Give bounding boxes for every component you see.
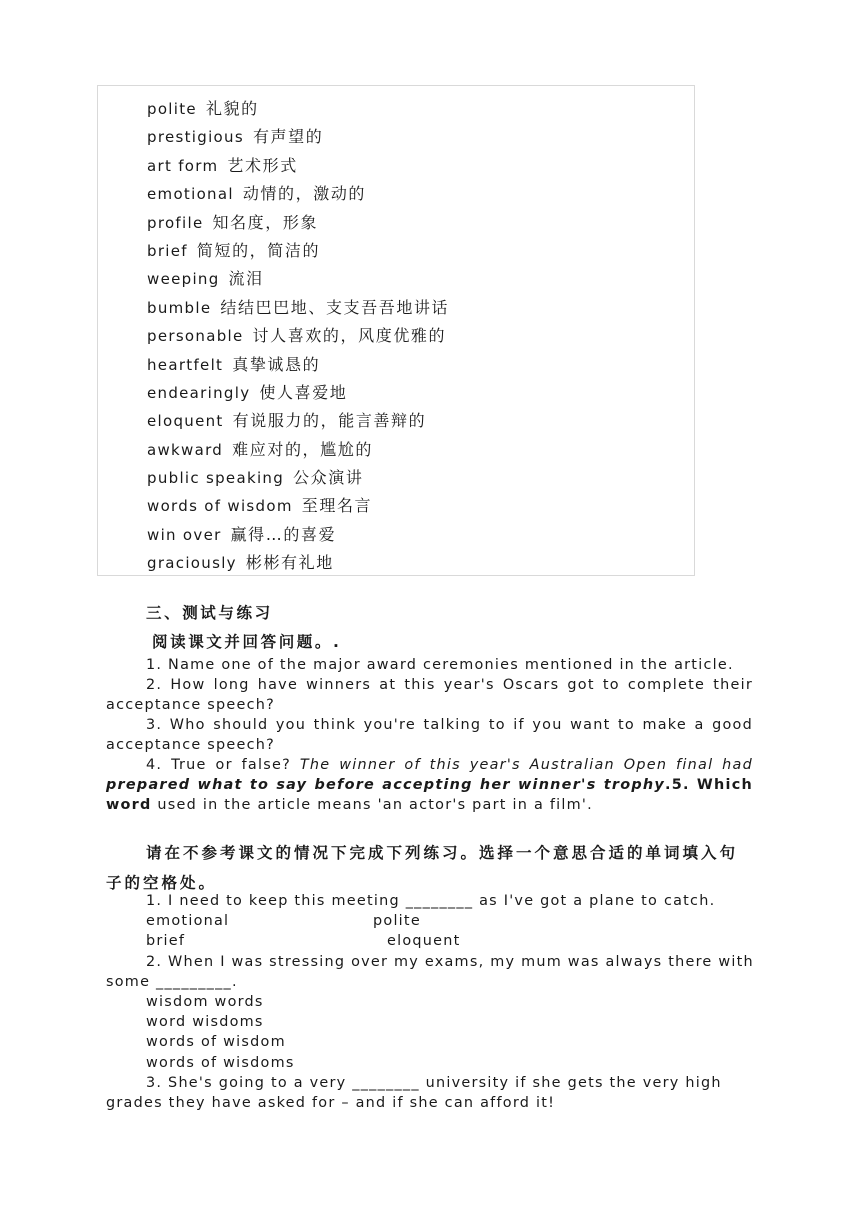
- vocab-item: [147, 521, 449, 549]
- vocab-item: [147, 379, 449, 407]
- vocab-item: [147, 407, 449, 435]
- exercise-1-option-d: eloquent: [387, 933, 461, 949]
- vocab-chinese: 公众演讲: [293, 468, 364, 488]
- vocab-item: [147, 464, 449, 492]
- vocab-item: [147, 180, 449, 208]
- vocab-item: [147, 294, 449, 322]
- question-5-bold: 5. Which word: [106, 777, 753, 814]
- vocab-chinese: 礼貌的: [205, 99, 259, 118]
- question-2: [106, 675, 753, 715]
- vocab-english: emotional: [147, 185, 234, 204]
- exercise-3-prompt-line1: 3. She's going to a very ________ university if she gets the very high: [146, 1075, 722, 1091]
- exercise-2-option: words of wisdom: [146, 1034, 286, 1050]
- vocab-english: bumble: [147, 298, 212, 317]
- vocab-english: polite: [147, 100, 197, 118]
- vocab-chinese: 赢得…的喜爱: [230, 524, 337, 544]
- vocab-english: eloquent: [147, 412, 224, 431]
- exercise-2-prompt-line2: some _________.: [106, 974, 238, 990]
- question-4-dot: .: [665, 777, 672, 794]
- vocab-english: personable: [147, 327, 244, 346]
- question-1: [106, 655, 753, 675]
- exercise-1-option-b: polite: [373, 913, 421, 929]
- vocab-chinese: 结结巴巴地、支支吾吾地讲话: [220, 297, 450, 317]
- vocab-item: [147, 436, 449, 464]
- exercise-2-prompt-line1: 2. When I was stressing over my exams, my mum was always there with: [146, 954, 754, 970]
- vocab-english: words of wisdom: [147, 497, 293, 516]
- question-4-lead: 4. True or false?: [146, 757, 300, 773]
- question-2-text: 2. How long have winners at this year's Oscars got to complete their acceptance speech?: [106, 677, 753, 714]
- exercise-2-option: word wisdoms: [146, 1014, 264, 1030]
- vocab-english: endearingly: [147, 383, 251, 402]
- exercise-instruction-text: 请在不参考课文的情况下完成下列练习。选择一个意思合适的单词填入句子的空格处。: [106, 844, 739, 892]
- vocab-item: [147, 492, 449, 520]
- question-3-text: 3. Who should you think you're talking to if you want to make a good acceptance speech?: [106, 717, 753, 754]
- vocab-english: art form: [147, 156, 219, 175]
- vocab-chinese: 有声望的: [252, 127, 324, 147]
- vocab-item: [147, 351, 449, 379]
- vocab-english: awkward: [147, 440, 224, 459]
- question-4-italic: The winner of this year's Australian Open final had: [299, 757, 753, 773]
- exercise-2-option: words of wisdoms: [146, 1055, 295, 1071]
- vocab-item: [147, 549, 449, 577]
- vocab-chinese: 动情的，激动的: [242, 184, 367, 204]
- vocab-chinese: 讨人喜欢的，风度优雅的: [252, 326, 447, 346]
- exercise-1-option-a: emotional: [146, 913, 230, 929]
- vocab-english: brief: [147, 241, 188, 260]
- vocab-english: public speaking: [147, 469, 285, 488]
- question-4-bold-italic: prepared what to say before accepting her winner's trophy: [106, 777, 666, 794]
- vocab-item: [147, 265, 449, 293]
- question-1-text: 1. Name one of the major award ceremonies mentioned in the article.: [146, 657, 734, 673]
- vocab-chinese: 难应对的，尴尬的: [232, 439, 373, 459]
- vocab-english: win over: [147, 525, 222, 544]
- vocab-english: weeping: [147, 270, 220, 289]
- vocab-item: [147, 123, 449, 151]
- vocab-english: heartfelt: [147, 355, 224, 374]
- vocabulary-box: [97, 85, 695, 576]
- vocab-chinese: 知名度，形象: [212, 212, 319, 232]
- section-title: 三、测试与练习: [146, 604, 273, 622]
- vocab-chinese: 彬彬有礼地: [245, 553, 334, 573]
- vocab-chinese: 艺术形式: [227, 155, 298, 175]
- vocab-item: [147, 152, 449, 180]
- vocab-item: [147, 95, 449, 123]
- exercise-3-prompt-line2: grades they have asked for – and if she can afford it!: [106, 1095, 556, 1111]
- vocabulary-list: [147, 95, 449, 578]
- question-5-rest: used in the article means 'an actor's part in a film'.: [151, 797, 593, 814]
- vocab-chinese: 简短的，简洁的: [196, 240, 321, 260]
- exercise-instruction: [106, 838, 754, 898]
- vocab-english: graciously: [147, 554, 237, 573]
- vocab-english: prestigious: [147, 128, 244, 147]
- vocab-english: profile: [147, 213, 204, 232]
- exercise-1-prompt: 1. I need to keep this meeting ________ as I've got a plane to catch.: [146, 893, 716, 909]
- exercise-2-option: wisdom words: [146, 994, 264, 1010]
- vocab-item: [147, 237, 449, 265]
- vocab-chinese: 真挚诚恳的: [232, 354, 321, 374]
- vocab-item: [147, 209, 449, 237]
- question-4-5: [106, 755, 753, 816]
- vocab-chinese: 流泪: [228, 269, 264, 289]
- section-subtitle: 阅读课文并回答问题。.: [152, 633, 342, 651]
- vocab-chinese: 使人喜爱地: [259, 382, 348, 402]
- question-3: [106, 715, 753, 755]
- exercise-1-option-c: brief: [146, 933, 186, 949]
- vocab-chinese: 至理名言: [301, 496, 373, 516]
- vocab-chinese: 有说服力的，能言善辩的: [232, 411, 427, 431]
- vocab-item: [147, 322, 449, 350]
